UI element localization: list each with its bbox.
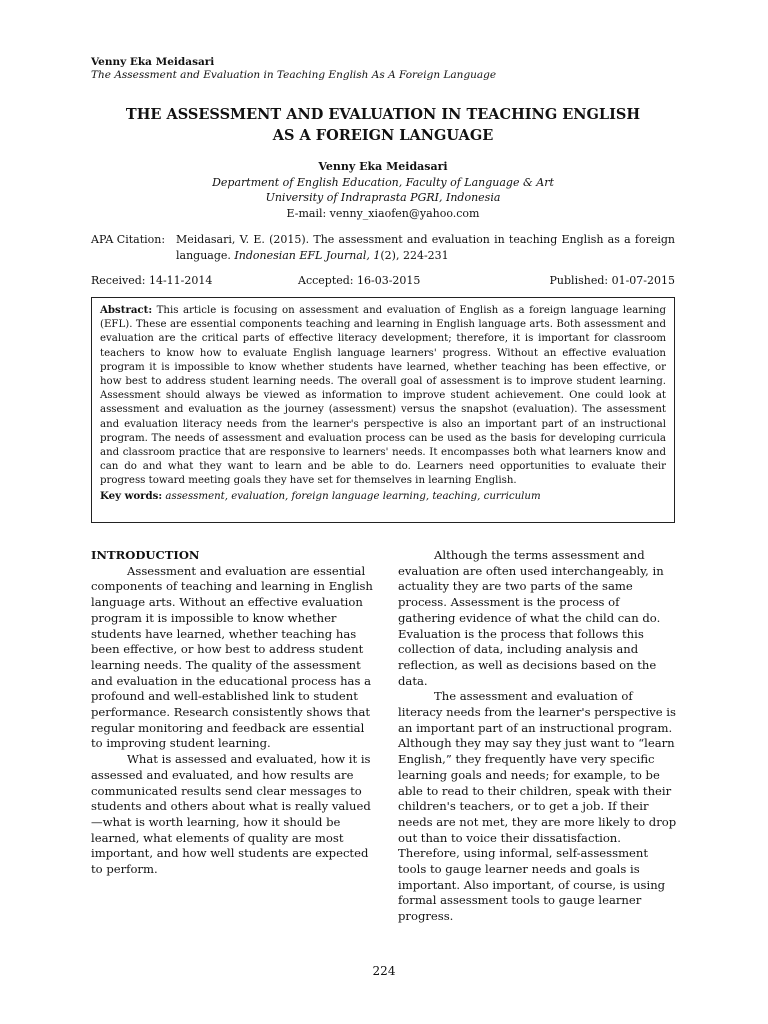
accepted-date: Accepted: 16-03-2015	[298, 274, 421, 287]
citation-journal: Indonesian EFL Journal, 1	[234, 249, 381, 262]
author-email: E-mail: venny_xiaofen@yahoo.com	[286, 206, 480, 220]
author-university: University of Indraprasta PGRI, Indonesia	[265, 191, 501, 204]
running-header-title: The Assessment and Evaluation in Teaching English As A Foreign Language	[91, 69, 497, 81]
keywords-line	[100, 489, 666, 504]
running-header-author: Venny Eka Meidasari	[91, 56, 215, 68]
author-name: Venny Eka Meidasari	[318, 160, 448, 173]
apa-citation	[91, 232, 675, 264]
citation-issue-pages: (2), 224-231	[380, 249, 449, 262]
abstract-paragraph	[100, 303, 666, 489]
article-title	[91, 104, 675, 146]
article-title-line: AS A FOREIGN LANGUAGE	[272, 127, 494, 144]
author-department: Department of English Education, Faculty of Language & Art	[212, 175, 554, 189]
keywords-text: assessment, evaluation, foreign language learning, teaching, curriculum	[165, 490, 541, 502]
published-date: Published: 01-07-2015	[549, 274, 675, 287]
author-block	[91, 159, 675, 221]
section-heading: INTRODUCTION	[91, 548, 200, 562]
abstract-box	[91, 297, 675, 523]
body-paragraph: The assessment and evaluation of literacy needs from the learner's perspective is an important part of an instructional program. Although they may say they just want to “learn English,” they frequently have very specific learning goals and needs; for example, to be able to read to their children, speak with their children's teachers, or to get a job. If their needs are not met, they are more likely to drop out than to voice their dissatisfaction. Therefore, using informal, self-assessment tools to gauge learner needs and goals is important. Also important, of course, is using formal assessment tools to gauge learner progress.	[398, 689, 677, 924]
apa-citation-label: APA Citation:	[91, 233, 166, 246]
body-column-right	[398, 548, 678, 925]
page-number: 224	[372, 964, 396, 978]
body-column-left	[91, 548, 376, 878]
citation-text: Meidasari, V. E. (2015). The assessment and evaluation in teaching English as a foreign language.	[176, 233, 675, 262]
received-date: Received: 14-11-2014	[91, 274, 213, 287]
abstract-text: This article is focusing on assessment and evaluation of English as a foreign language learning (EFL). These are essential components teaching and learning in English language arts. Both assessment and evaluation are the critical parts of effective literacy development; therefore, it is important for classroom teachers to know how to evaluate English language learners' progress. Without an effective evaluation program it is impossible to know whether students have learned, whether teaching has been effective, or how best to address student learning needs. The overall goal of assessment is to improve student learning. Assessment should always be viewed as information to improve student achievement. One could look at assessment and evaluation as the journey (assessment) versus the snapshot (evaluation). The assessment and evaluation literacy needs from the learner's perspective is also an important part of an instructional program. The needs of assessment and evaluation process can be used as the basis for developing curricula and classroom practice that are responsive to learners' needs. It encompasses both what learners know and can do and what they want to learn and be able to do. Learners need opportunities to evaluate their progress toward meeting goals they have set for themselves in learning English.	[100, 305, 666, 487]
apa-citation-text	[176, 232, 675, 264]
body-paragraph: What is assessed and evaluated, how it is assessed and evaluated, and how results are communicated results send clear messages to students and others about what is really valued—what is worth learning, how it should be learned, what elements of quality are most important, and how well students are expected to perform.	[91, 752, 371, 877]
abstract-label: Abstract:	[100, 304, 153, 316]
body-paragraph: Assessment and evaluation are essential components of teaching and learning in English language arts. Without an effective evaluation program it is impossible to know whether students have learned, whether teaching has been effective, or how best to address student learning needs. The quality of the assessment and evaluation in the educational process has a profound and well-established link to student performance. Research consistently shows that regular monitoring and feedback are essential to improving student learning.	[91, 563, 373, 751]
article-title-line: THE ASSESSMENT AND EVALUATION IN TEACHING ENGLISH	[125, 106, 641, 123]
body-paragraph: Although the terms assessment and evaluation are often used interchangeably, in actuality they are two parts of the same process. Assessment is the process of gathering evidence of what the child can do. Evaluation is the process that follows this collection of data, including analysis and reflection, as well as decisions based on the data.	[398, 548, 664, 688]
keywords-label: Key words:	[100, 489, 163, 502]
